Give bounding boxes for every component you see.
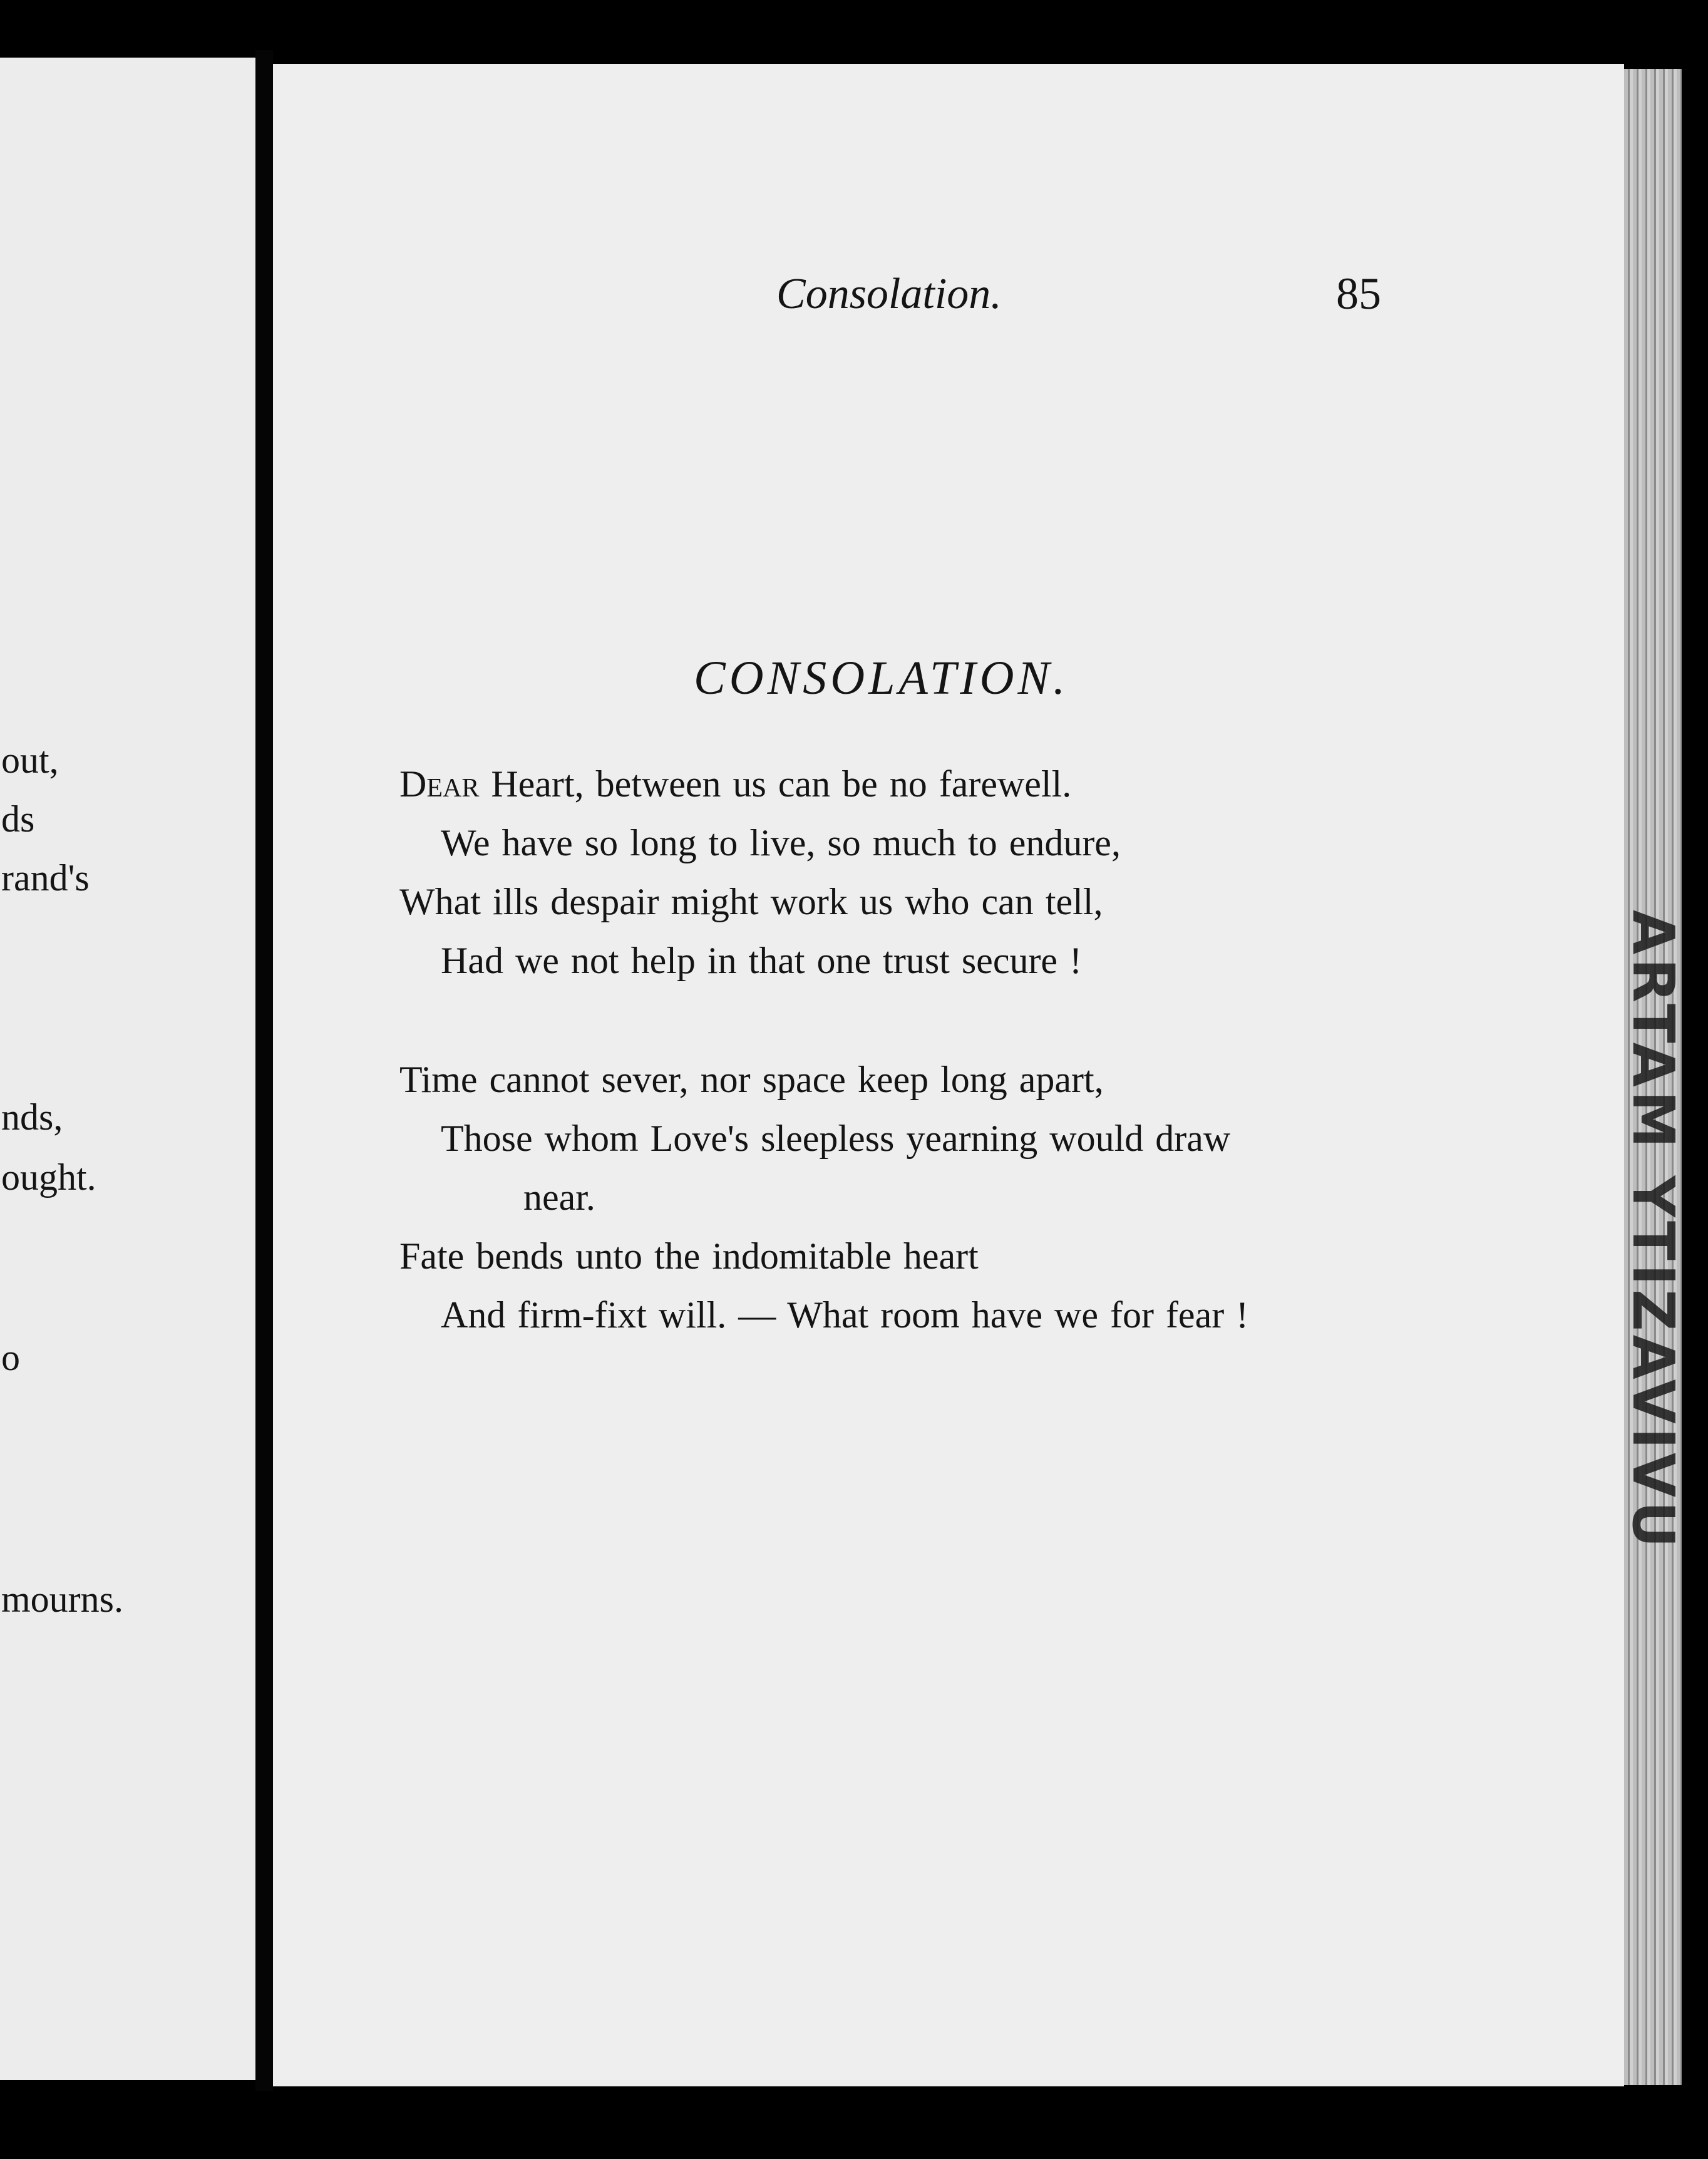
book-gutter [255,50,273,2091]
left-page-fragment: o [1,1337,20,1378]
poem-line: Those whom Love's sleepless yearning would draw [441,1118,1231,1159]
poem-line-text: Heart, between us can be no farewell. [479,763,1072,805]
running-head: Consolation. [776,270,1002,318]
poem-line: And firm-fixt will. — What room have we for fear ! [441,1294,1249,1336]
left-page-fragment: mourns. [1,1579,123,1620]
poem-line: We have so long to live, so much to endure, [441,822,1121,863]
poem-line [399,763,1071,806]
left-facing-page [0,58,255,2080]
left-page-fragment: out, [1,739,59,781]
poem-line: Time cannot sever, nor space keep long apart, [399,1059,1104,1100]
left-page-fragment: ds [1,798,35,840]
drop-caps-word: Dear [399,763,480,805]
left-page-fragment: rand's [1,857,90,899]
poem-line: near. [523,1177,595,1218]
edge-stamp [1619,720,1687,1741]
poem-line: Had we not help in that one trust secure ! [441,940,1083,981]
poem-title: CONSOLATION. [694,652,1069,704]
poem-line: Fate bends unto the indomitable heart [399,1235,979,1277]
left-page-fragment: ought. [1,1157,96,1198]
poem-line: What ills despair might work us who can tell, [399,881,1103,922]
left-page-fragment: nds, [1,1096,63,1138]
edge-stamp-text: ARTAM YTIZAVIVU [1619,909,1687,1552]
page-number: 85 [1336,269,1381,319]
